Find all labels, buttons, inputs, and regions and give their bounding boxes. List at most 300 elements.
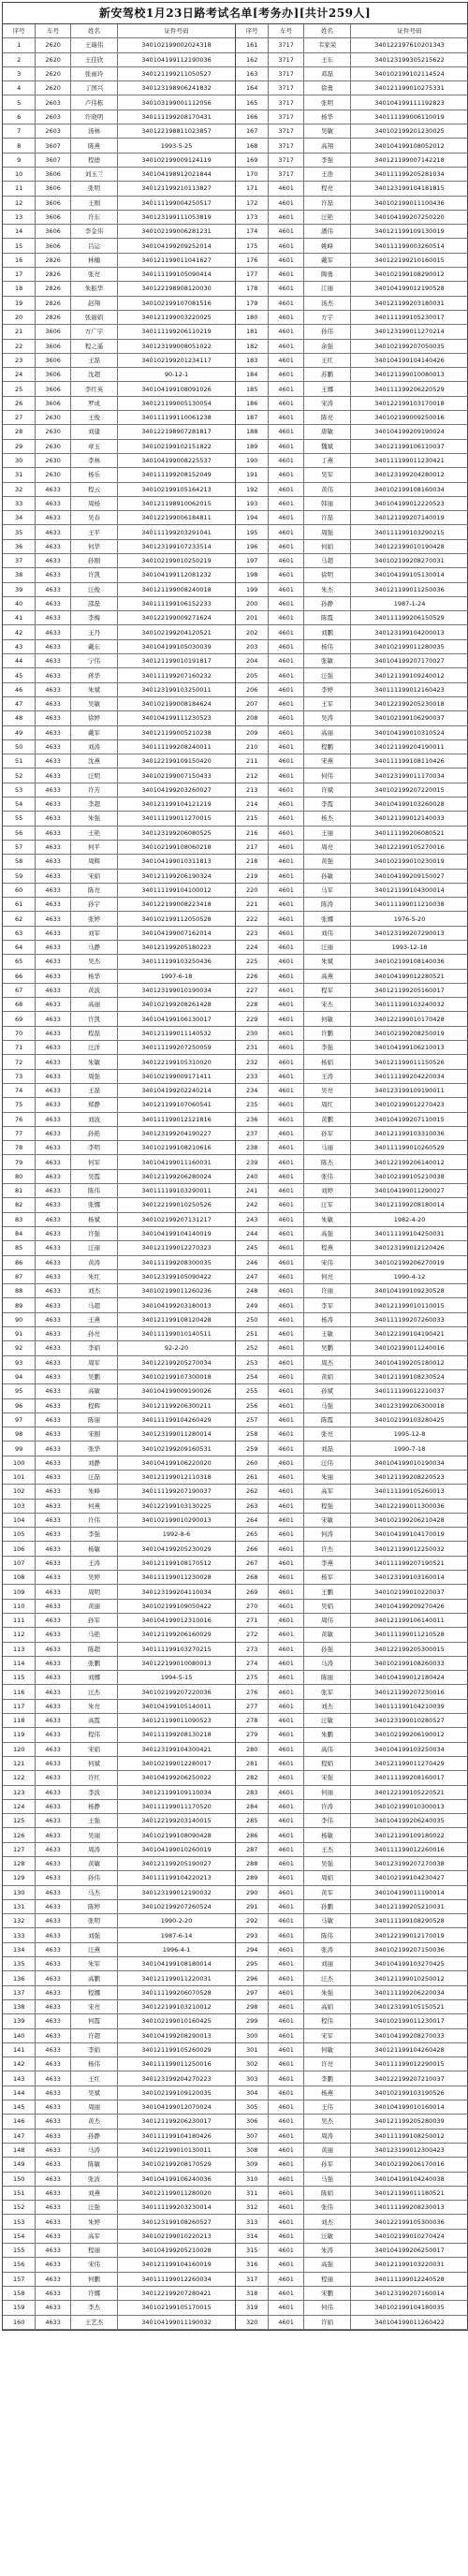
cell-car: 4633 <box>36 1785 71 1799</box>
cell-car: 2620 <box>36 38 71 52</box>
cell-id: 340121199208180014 <box>351 1198 468 1212</box>
cell-id: 340121199012250032 <box>351 1542 468 1556</box>
table-row <box>3 153 235 167</box>
cell-id: 340111199206150529 <box>351 611 468 625</box>
cell-id: 340123198906241832 <box>118 81 235 95</box>
cell-name: 周娟 <box>304 1871 351 1885</box>
cell-car: 4601 <box>269 941 304 955</box>
cell-seq: 154 <box>3 2229 36 2243</box>
header-seq: 序号 <box>236 24 269 38</box>
cell-seq: 40 <box>3 596 36 610</box>
table-row <box>3 1041 235 1055</box>
cell-name: 吴婷 <box>71 1571 118 1585</box>
cell-seq: 59 <box>3 869 36 883</box>
cell-name: 宋刚 <box>71 1427 118 1442</box>
cell-id: 340121199205280039 <box>351 2115 468 2129</box>
cell-name: 许伟 <box>71 1513 118 1527</box>
table-row <box>3 482 235 496</box>
cell-car: 4633 <box>36 625 71 639</box>
cell-name: 李明 <box>71 1141 118 1155</box>
cell-id: 340122199010170428 <box>351 1012 468 1026</box>
cell-name: 李超 <box>71 798 118 812</box>
table-row <box>236 840 468 854</box>
cell-car: 4633 <box>36 998 71 1012</box>
cell-id: 1995-12-8 <box>351 1427 468 1442</box>
cell-name: 马涛 <box>304 1656 351 1670</box>
table-row <box>236 983 468 997</box>
cell-name: 孙伟 <box>304 325 351 339</box>
cell-car: 4633 <box>36 1169 71 1183</box>
cell-car: 4601 <box>269 1041 304 1055</box>
table-row <box>236 2143 468 2157</box>
table-row <box>3 2028 235 2042</box>
cell-seq: 182 <box>236 339 269 353</box>
cell-id: 340111199103250436 <box>118 955 235 969</box>
cell-name: 何霞 <box>71 2014 118 2028</box>
cell-name: 张华 <box>71 1442 118 1456</box>
cell-seq: 74 <box>3 1083 36 1097</box>
cell-name: 汪军 <box>304 1198 351 1212</box>
cell-car: 4601 <box>269 525 304 539</box>
cell-id: 340104199104140019 <box>118 1226 235 1240</box>
cell-name: 马敏 <box>304 1914 351 1928</box>
cell-seq: 140 <box>3 2028 36 2042</box>
cell-id: 340121199108120428 <box>118 1312 235 1326</box>
cell-id: 340122199010130011 <box>118 2143 235 2157</box>
cell-name: 徐勇 <box>304 81 351 95</box>
cell-seq: 39 <box>3 582 36 596</box>
cell-car: 4601 <box>269 768 304 783</box>
cell-name: 李娟 <box>71 1341 118 1355</box>
cell-seq: 72 <box>3 1055 36 1069</box>
cell-name: 李强 <box>304 153 351 167</box>
cell-car: 4633 <box>36 725 71 739</box>
cell-name: 吴鹏 <box>71 1369 118 1383</box>
table-row <box>3 81 235 95</box>
cell-id: 340102199103280425 <box>351 1412 468 1427</box>
table-row <box>3 1671 235 1685</box>
cell-car: 4601 <box>269 382 304 396</box>
cell-car: 4633 <box>36 969 71 983</box>
table-row <box>236 1957 468 1971</box>
cell-id: 340104199203180013 <box>118 1298 235 1312</box>
cell-seq: 50 <box>3 739 36 754</box>
cell-car: 4601 <box>269 2100 304 2115</box>
cell-seq: 226 <box>236 969 269 983</box>
cell-seq: 26 <box>3 396 36 410</box>
cell-id: 340104199108052012 <box>351 139 468 153</box>
cell-car: 4601 <box>269 798 304 812</box>
cell-name: 吴强 <box>304 1857 351 1871</box>
cell-car: 4601 <box>269 453 304 467</box>
cell-car: 4633 <box>36 2201 71 2215</box>
table-row <box>3 2286 235 2300</box>
table-row <box>236 382 468 396</box>
cell-id: 340104199205180012 <box>351 1355 468 1369</box>
cell-name: 张伟 <box>304 2201 351 2215</box>
cell-seq: 171 <box>236 182 269 196</box>
cell-id: 340104199111192823 <box>351 95 468 110</box>
cell-name: 汪敏 <box>304 1714 351 1728</box>
cell-id: 340123199008051022 <box>118 339 235 353</box>
cell-car: 4633 <box>36 898 71 912</box>
cell-name: 刘军 <box>71 926 118 940</box>
cell-seq: 125 <box>3 1814 36 1828</box>
table-row <box>236 353 468 367</box>
table-row <box>3 1942 235 1956</box>
cell-seq: 283 <box>236 1785 269 1799</box>
cell-id: 340111199108250012 <box>351 2129 468 2143</box>
cell-car: 4601 <box>269 2215 304 2229</box>
cell-id: 340111199105260013 <box>351 1485 468 1499</box>
cell-car: 3717 <box>269 81 304 95</box>
cell-name: 宋涛 <box>304 396 351 410</box>
cell-seq: 161 <box>236 38 269 52</box>
cell-id: 340123199105150521 <box>351 1999 468 2013</box>
cell-car: 2620 <box>36 66 71 80</box>
cell-seq: 212 <box>236 768 269 783</box>
cell-name: 朱敏 <box>71 1055 118 1069</box>
cell-id: 340111199104220213 <box>118 1871 235 1885</box>
cell-name: 吴军 <box>304 468 351 482</box>
table-row <box>236 2028 468 2042</box>
cell-car: 4601 <box>269 1828 304 1842</box>
cell-car: 4633 <box>36 812 71 826</box>
cell-name: 刘娜 <box>71 1671 118 1685</box>
cell-seq: 193 <box>236 496 269 510</box>
cell-car: 4601 <box>269 353 304 367</box>
cell-car: 4601 <box>269 783 304 797</box>
cell-seq: 259 <box>236 1442 269 1456</box>
cell-id: 340104199104170019 <box>351 1528 468 1542</box>
cell-seq: 71 <box>3 1041 36 1055</box>
cell-id: 340104199010160014 <box>351 2100 468 2115</box>
cell-name: 汪杰 <box>304 1971 351 1985</box>
table-row <box>236 1012 468 1026</box>
cell-seq: 135 <box>3 1957 36 1971</box>
cell-name: 王艺杰 <box>71 2315 118 2329</box>
cell-name: 李杰 <box>71 2301 118 2315</box>
cell-name: 李波 <box>71 1785 118 1799</box>
cell-car: 4601 <box>269 1198 304 1212</box>
cell-id: 340102199109120035 <box>118 2086 235 2100</box>
cell-id: 340121199007142218 <box>351 153 468 167</box>
cell-car: 4601 <box>269 539 304 553</box>
cell-seq: 38 <box>3 568 36 582</box>
cell-seq: 61 <box>3 898 36 912</box>
cell-id: 340123199012190032 <box>118 1885 235 1899</box>
table-row <box>236 1069 468 1083</box>
cell-name: 宋亮 <box>71 1999 118 2013</box>
cell-seq: 293 <box>236 1928 269 1942</box>
cell-name: 何娟 <box>304 539 351 553</box>
cell-id: 340121199103220031 <box>351 2258 468 2272</box>
cell-name: 张波 <box>71 2172 118 2186</box>
cell-car: 2630 <box>36 439 71 453</box>
table-row <box>3 468 235 482</box>
cell-name: 刘玉兰 <box>71 167 118 181</box>
cell-id: 340121199109240012 <box>351 668 468 682</box>
table-row <box>3 1427 235 1442</box>
left-half <box>3 24 235 2330</box>
cell-id: 340111199208230013 <box>351 2201 468 2215</box>
cell-name: 汤林 <box>71 124 118 139</box>
cell-seq: 298 <box>236 1999 269 2013</box>
table-row <box>236 2258 468 2272</box>
table-row <box>3 1384 235 1398</box>
table-row <box>3 812 235 826</box>
cell-id: 340104199012070024 <box>118 2100 235 2115</box>
cell-car: 4633 <box>36 1198 71 1212</box>
cell-car: 4601 <box>269 1226 304 1240</box>
cell-seq: 138 <box>3 1999 36 2013</box>
cell-seq: 214 <box>236 798 269 812</box>
cell-id: 340111199106152233 <box>118 596 235 610</box>
cell-seq: 16 <box>3 253 36 267</box>
cell-id: 340102199208261428 <box>118 998 235 1012</box>
cell-seq: 281 <box>236 1756 269 1770</box>
cell-name: 吴斌 <box>71 2086 118 2100</box>
cell-id: 340111199208160017 <box>351 1771 468 1785</box>
cell-car: 4633 <box>36 2315 71 2329</box>
cell-car: 2603 <box>36 124 71 139</box>
cell-id: 340111199010140511 <box>118 1327 235 1341</box>
cell-name: 李婷 <box>304 682 351 696</box>
cell-seq: 262 <box>236 1485 269 1499</box>
cell-car: 4601 <box>269 1542 304 1556</box>
cell-id: 340104198912021844 <box>118 167 235 181</box>
table-row <box>3 1255 235 1269</box>
cell-name: 朱亮 <box>71 1699 118 1713</box>
cell-seq: 32 <box>3 482 36 496</box>
table-row <box>3 639 235 653</box>
table-row <box>3 955 235 969</box>
cell-seq: 299 <box>236 2014 269 2028</box>
cell-id: 1990-4-12 <box>351 1269 468 1283</box>
cell-seq: 63 <box>3 926 36 940</box>
table-row <box>3 2172 235 2186</box>
cell-name: 王红 <box>71 2071 118 2086</box>
table-row <box>3 855 235 869</box>
table-row <box>236 282 468 296</box>
cell-name: 李强 <box>304 1041 351 1055</box>
table-row <box>236 124 468 139</box>
cell-name: 李军 <box>304 1298 351 1312</box>
table-row <box>236 2071 468 2086</box>
cell-car: 4633 <box>36 1141 71 1155</box>
cell-id: 340102199010230019 <box>351 855 468 869</box>
cell-car: 4601 <box>269 2057 304 2071</box>
left-table <box>3 24 235 2330</box>
cell-name: 程伟 <box>71 1728 118 1742</box>
cell-name: 孙敏 <box>304 869 351 883</box>
cell-id: 340121199010191817 <box>118 654 235 668</box>
table-row <box>236 38 468 52</box>
table-row <box>3 1169 235 1183</box>
cell-car: 4601 <box>269 582 304 596</box>
table-row <box>236 52 468 66</box>
cell-seq: 53 <box>3 783 36 797</box>
cell-name: 李燕 <box>304 1556 351 1570</box>
table-row <box>3 840 235 854</box>
cell-name: 许磊 <box>304 196 351 210</box>
cell-seq: 164 <box>236 81 269 95</box>
table-row <box>3 768 235 783</box>
cell-car: 4633 <box>36 1298 71 1312</box>
cell-car: 4633 <box>36 1427 71 1442</box>
cell-seq: 62 <box>3 912 36 926</box>
cell-name: 程亮 <box>304 182 351 196</box>
cell-seq: 95 <box>3 1384 36 1398</box>
cell-name: 王鹏 <box>304 1585 351 1599</box>
cell-name: 孙强 <box>304 1642 351 1656</box>
cell-seq: 90 <box>3 1312 36 1326</box>
cell-id: 340111199104210039 <box>351 1699 468 1713</box>
cell-id: 340123199204190227 <box>118 1126 235 1140</box>
cell-name: 高丽 <box>304 725 351 739</box>
cell-name: 杨敏 <box>71 1542 118 1556</box>
cell-car: 4633 <box>36 1269 71 1283</box>
cell-name: 杨敏 <box>304 1828 351 1842</box>
table-row <box>236 1671 468 1685</box>
cell-name: 陈丽 <box>71 1412 118 1427</box>
cell-seq: 247 <box>236 1269 269 1283</box>
cell-id: 340122199009271624 <box>118 611 235 625</box>
table-row <box>236 139 468 153</box>
cell-car: 4601 <box>269 1799 304 1813</box>
cell-seq: 37 <box>3 553 36 567</box>
table-row <box>236 668 468 682</box>
table-row <box>236 2086 468 2100</box>
cell-car: 4633 <box>36 1041 71 1055</box>
cell-car: 2826 <box>36 296 71 310</box>
table-row <box>236 468 468 482</box>
cell-seq: 296 <box>236 1971 269 1985</box>
cell-name: 何敏 <box>304 2042 351 2056</box>
table-row <box>236 1184 468 1198</box>
table-row <box>3 1685 235 1699</box>
cell-car: 4601 <box>269 955 304 969</box>
cell-car: 4601 <box>269 2143 304 2157</box>
cell-car: 4601 <box>269 1155 304 1169</box>
cell-car: 4601 <box>269 1126 304 1140</box>
cell-id: 340104199205210028 <box>118 2244 235 2258</box>
cell-id: 340104199103250034 <box>351 1742 468 1756</box>
cell-seq: 227 <box>236 983 269 997</box>
cell-name: 刘婷 <box>304 1184 351 1198</box>
cell-id: 340121199109180022 <box>351 1828 468 1842</box>
cell-car: 4601 <box>269 869 304 883</box>
cell-name: 程丽 <box>71 2244 118 2258</box>
cell-id: 1993-5-25 <box>118 139 235 153</box>
table-row <box>236 739 468 754</box>
cell-seq: 294 <box>236 1942 269 1956</box>
cell-name: 朱峰 <box>71 1485 118 1499</box>
cell-id: 340111199208152049 <box>118 468 235 482</box>
cell-seq: 118 <box>3 1714 36 1728</box>
table-row <box>236 625 468 639</box>
cell-seq: 127 <box>3 1842 36 1856</box>
cell-id: 340111199205281034 <box>351 167 468 181</box>
table-row <box>236 1098 468 1112</box>
cell-id: 340121198910062015 <box>118 496 235 510</box>
cell-name: 韩丽 <box>304 496 351 510</box>
cell-id: 340102199204120521 <box>118 625 235 639</box>
cell-seq: 169 <box>236 153 269 167</box>
cell-name: 王艳 <box>71 826 118 840</box>
cell-name: 宋强 <box>304 1771 351 1785</box>
cell-seq: 238 <box>236 1141 269 1155</box>
cell-seq: 35 <box>3 525 36 539</box>
cell-car: 4601 <box>269 1785 304 1799</box>
cell-seq: 196 <box>236 539 269 553</box>
cell-name: 刘燕 <box>71 2186 118 2200</box>
cell-name: 程军 <box>304 983 351 997</box>
cell-car: 2603 <box>36 110 71 124</box>
table-row <box>236 1485 468 1499</box>
cell-id: 340121199011250036 <box>351 582 468 596</box>
table-row <box>236 1427 468 1442</box>
cell-name: 汪丽 <box>304 941 351 955</box>
cell-car: 4601 <box>269 1269 304 1283</box>
table-row <box>3 2071 235 2086</box>
cell-seq: 199 <box>236 582 269 596</box>
cell-car: 4601 <box>269 1857 304 1871</box>
cell-id: 340122199105270016 <box>351 840 468 854</box>
cell-seq: 241 <box>236 1184 269 1198</box>
cell-id: 340102199206270019 <box>351 1255 468 1269</box>
cell-name: 汪强 <box>71 2201 118 2215</box>
cell-seq: 9 <box>3 153 36 167</box>
cell-id: 340122198907281817 <box>118 425 235 439</box>
cell-seq: 159 <box>3 2301 36 2315</box>
cell-car: 4633 <box>36 596 71 610</box>
table-row <box>236 1714 468 1728</box>
cell-car: 4633 <box>36 539 71 553</box>
cell-car: 4633 <box>36 1742 71 1756</box>
cell-name: 杨伟 <box>304 639 351 653</box>
table-row <box>3 668 235 682</box>
cell-seq: 201 <box>236 611 269 625</box>
table-row <box>3 1628 235 1642</box>
cell-name: 江丽 <box>304 282 351 296</box>
cell-id: 340104199203260027 <box>118 783 235 797</box>
cell-seq: 282 <box>236 1771 269 1785</box>
table-row <box>3 1999 235 2013</box>
cell-car: 4633 <box>36 1756 71 1770</box>
cell-name: 汪磊 <box>71 1470 118 1484</box>
cell-car: 4601 <box>269 1914 304 1928</box>
table-row <box>236 1699 468 1713</box>
cell-car: 4633 <box>36 1155 71 1169</box>
cell-seq: 285 <box>236 1814 269 1828</box>
cell-id: 340102199207220036 <box>118 1685 235 1699</box>
cell-seq: 1 <box>3 38 36 52</box>
cell-name: 章玉 <box>71 439 118 453</box>
cell-seq: 6 <box>3 110 36 124</box>
cell-name: 郑静 <box>71 1098 118 1112</box>
cell-id: 340102199201234117 <box>118 353 235 367</box>
cell-car: 4601 <box>269 1899 304 1913</box>
table-row <box>3 1542 235 1556</box>
cell-id: 1992-8-6 <box>118 1528 235 1542</box>
cell-car: 4633 <box>36 1470 71 1484</box>
cell-id: 340122199010250526 <box>118 1198 235 1212</box>
table-row <box>236 696 468 710</box>
cell-name: 周伟 <box>304 1613 351 1627</box>
cell-id: 340123199204110034 <box>118 1585 235 1599</box>
cell-car: 3717 <box>269 124 304 139</box>
